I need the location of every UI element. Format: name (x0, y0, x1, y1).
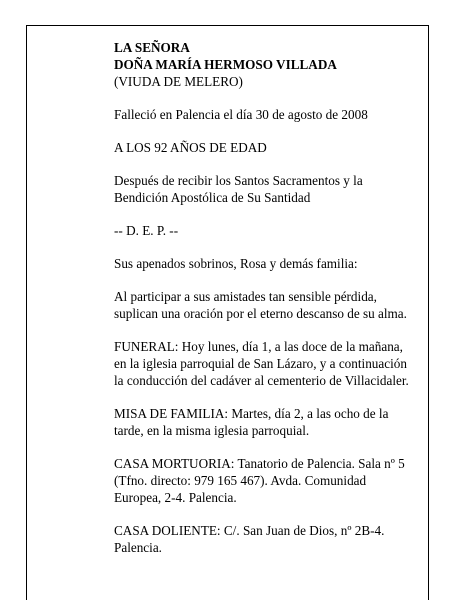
notice-paragraph (114, 172, 424, 206)
paragraph-line: en la iglesia parroquial de San Lázaro, y a continuación (114, 356, 407, 371)
notice-paragraph (114, 338, 424, 389)
paragraph-line: Sus apenados sobrinos, Rosa y demás familia: (114, 256, 358, 271)
paragraph-line: Europea, 2-4. Palencia. (114, 490, 237, 505)
paragraph-line: FUNERAL: Hoy lunes, día 1, a las doce de la mañana, (114, 339, 403, 354)
notice-paragraph (114, 522, 424, 556)
paragraph-line: Falleció en Palencia el día 30 de agosto de 2008 (114, 107, 368, 122)
notice-paragraph (114, 139, 424, 156)
paragraph-line: CASA MORTUORIA: Tanatorio de Palencia. Sala nº 5 (114, 456, 405, 471)
paragraph-line: CASA DOLIENTE: C/. San Juan de Dios, nº 2B-4. (114, 523, 385, 538)
paragraph-line: Después de recibir los Santos Sacramentos y la (114, 173, 363, 188)
notice-header (114, 39, 424, 90)
paragraph-line: suplican una oración por el eterno descanso de su alma. (114, 306, 407, 321)
paragraph-line: MISA DE FAMILIA: Martes, día 2, a las ocho de la (114, 406, 389, 421)
notice-paragraph (114, 455, 424, 506)
title-line-2: DOÑA MARÍA HERMOSO VILLADA (114, 57, 337, 72)
notice-paragraph (114, 255, 424, 272)
notice-body (114, 106, 424, 556)
paragraph-line: la conducción del cadáver al cementerio de Villacidaler. (114, 373, 409, 388)
obituary-notice (114, 39, 424, 556)
paragraph-line: (Tfno. directo: 979 165 467). Avda. Comunidad (114, 473, 367, 488)
paragraph-line: tarde, en la misma iglesia parroquial. (114, 423, 310, 438)
notice-paragraph (114, 106, 424, 123)
paragraph-line: Al participar a sus amistades tan sensible pérdida, (114, 289, 377, 304)
paragraph-line: -- D. E. P. -- (114, 223, 179, 238)
paragraph-line: A LOS 92 AÑOS DE EDAD (114, 140, 267, 155)
subtitle: (VIUDA DE MELERO) (114, 74, 243, 89)
notice-paragraph (114, 288, 424, 322)
paragraph-line: Bendición Apostólica de Su Santidad (114, 190, 311, 205)
paragraph-line: Palencia. (114, 540, 162, 555)
notice-paragraph (114, 405, 424, 439)
notice-paragraph (114, 222, 424, 239)
title-line-1: LA SEÑORA (114, 40, 190, 55)
